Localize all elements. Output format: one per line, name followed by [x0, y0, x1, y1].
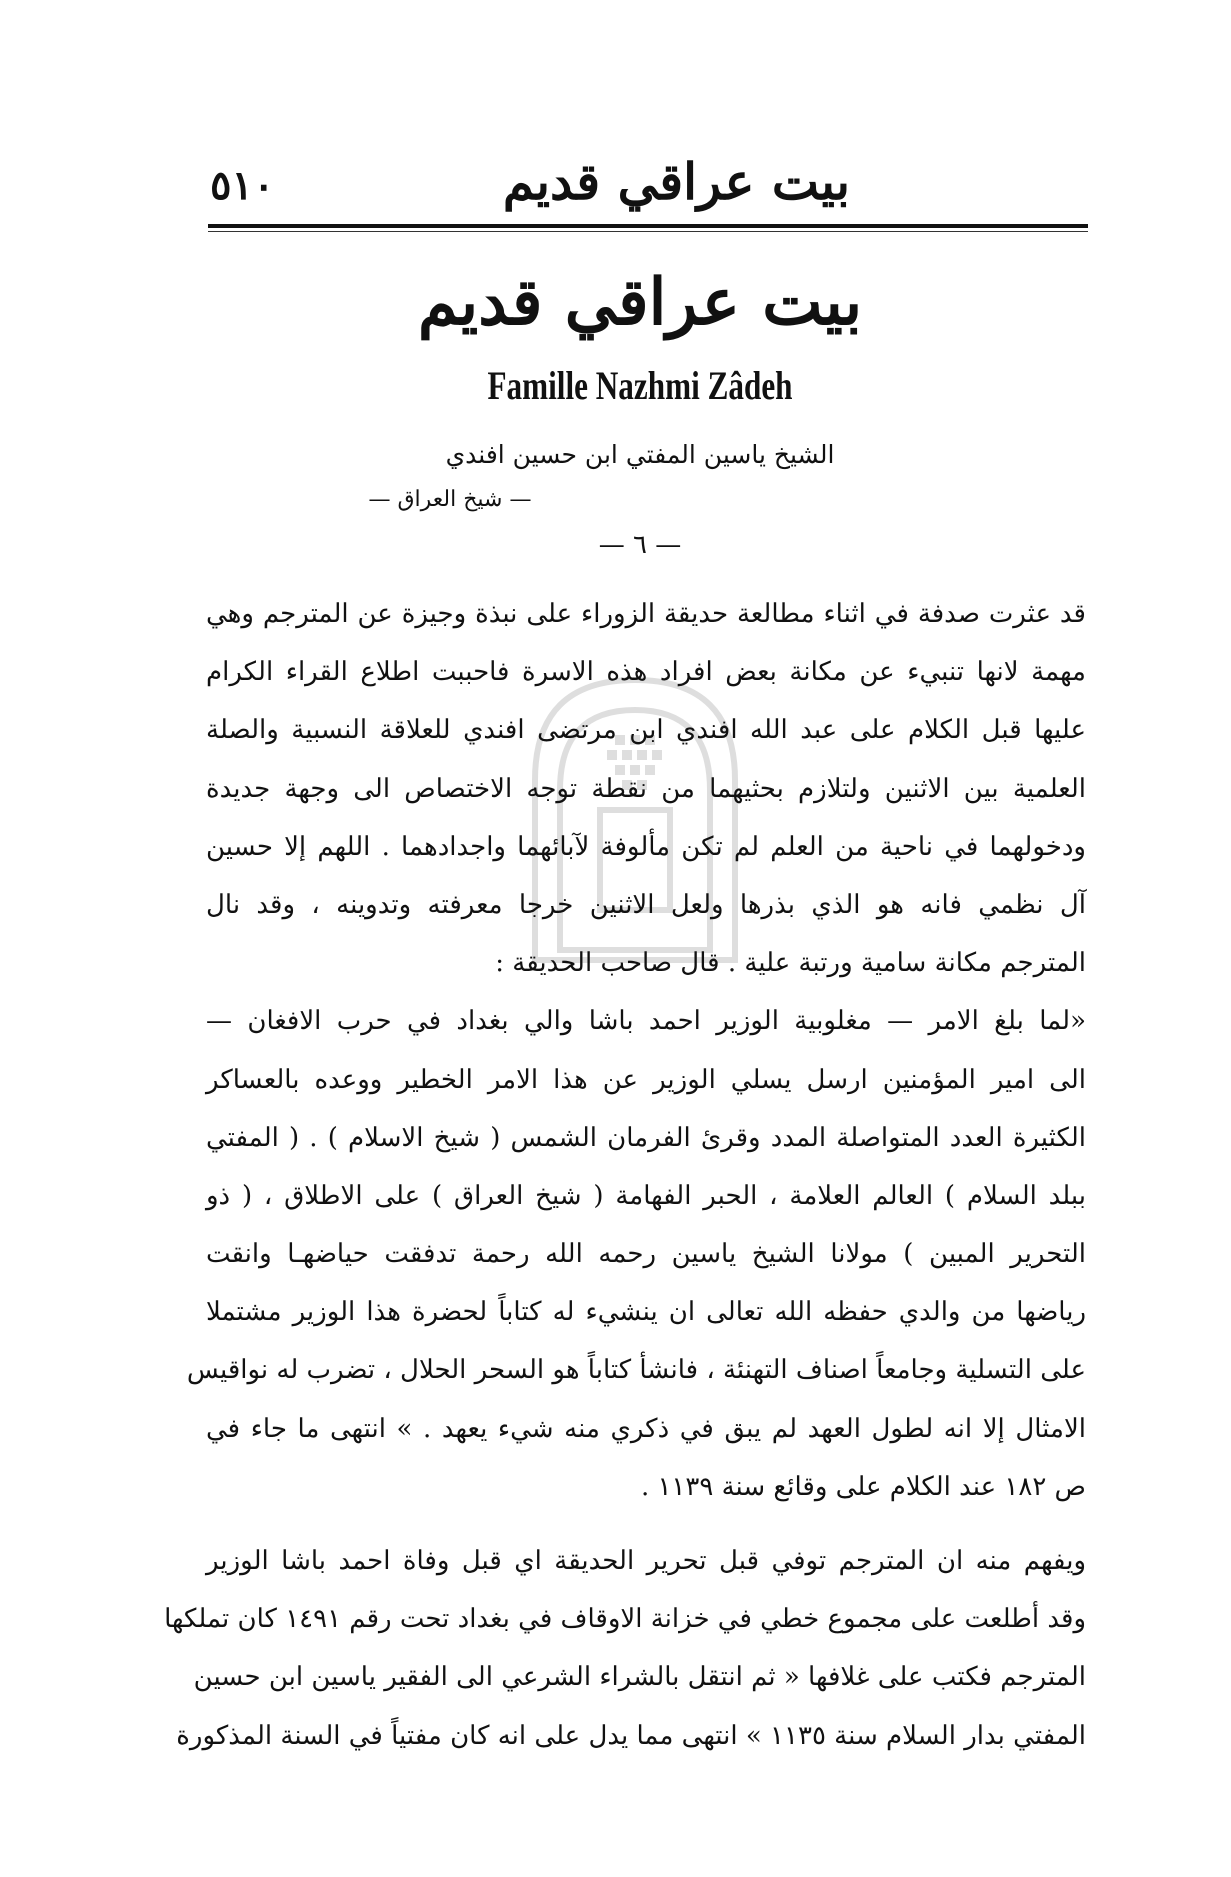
header-rule: [208, 224, 1088, 228]
text-line: عليها قبل الكلام على عبد الله افندي ابن مرتضى افندي للعلاقة النسبية والصلة: [206, 715, 1086, 746]
text-line: رياضها من والدي حفظه الله تعالى ان ينشيء له كتاباً لحضرة هذا الوزير مشتملا: [206, 1297, 1086, 1328]
section-number: — ٦ —: [598, 530, 682, 560]
body-text: [164, 585, 1087, 1765]
text-line: مهمة لانها تنبيء عن مكانة بعض افراد هذه الاسرة فاحببت اطلاع القراء الكرام: [206, 657, 1086, 688]
text-line: المفتي بدار السلام سنة ١١٣٥ » انتهى مما يدل على انه كان مفتياً في السنة المذكورة: [176, 1720, 1086, 1751]
text-line: المترجم مكانة سامية ورتبة علية . قال صاحب الحديقة :: [495, 948, 1086, 979]
paragraph-2-quotation: [186, 992, 1086, 1516]
text-line: ودخولهما في ناحية من العلم لم تكن مألوفة لآبائهما واجدادهما . اللهم إلا حسين: [206, 831, 1086, 862]
header-rule-thin: [208, 231, 1088, 232]
text-line: الامثال إلا انه لطول العهد لم يبق في ذكري منه شيء يعهد . » انتهى ما جاء في: [206, 1413, 1086, 1444]
text-line: ص ١٨٢ عند الكلام على وقائع سنة ١١٣٩ .: [640, 1471, 1086, 1502]
text-line: التحرير المبين ) مولانا الشيخ ياسين رحمه الله رحمة تدفقت حياضهـا وانقت: [206, 1239, 1086, 1270]
text-line: الكثيرة العدد المتواصلة المدد وقرئ الفرمان الشمس ( شيخ الاسلام ) . ( المفتي: [206, 1122, 1086, 1153]
text-line: ويفهم منه ان المترجم توفي قبل تحرير الحديقة اي قبل وفاة احمد باشا الوزير: [206, 1546, 1086, 1576]
subject-epithet: — شيخ العراق —: [368, 487, 532, 512]
text-line: العلمية بين الاثنين ولتلازم بحثيهما من نقطة توجه الاختصاص الى وجهة جديدة: [206, 773, 1086, 804]
running-title: بيت عراقي قديم: [502, 152, 850, 211]
running-header: [210, 140, 1080, 220]
text-line: المترجم فكتب على غلافها « ثم انتقل بالشراء الشرعي الى الفقير ياسين ابن حسين: [193, 1662, 1086, 1693]
text-line: «لما بلغ الامر — مغلوبية الوزير احمد باشا والي بغداد في حرب الافغان —: [206, 1006, 1086, 1037]
article-title: بيت عراقي قديم: [417, 265, 863, 340]
text-line: ببلد السلام ) العالم العلامة ، الحبر الفهامة ( شيخ العراق ) على الاطلاق ، ( ذو: [206, 1180, 1086, 1211]
article-subject: الشيخ ياسين المفتي ابن حسين افندي: [445, 440, 835, 469]
paragraph-gap: [206, 1516, 1086, 1532]
text-line: وقد أطلعت على مجموع خطي في خزانة الاوقاف في بغداد تحت رقم ١٤٩١ كان تملكها: [164, 1604, 1086, 1635]
text-line: آل نظمي فانه هو الذي بذرها ولعل الاثنين خرجا معرفته وتدوينه ، وقد نال: [206, 889, 1087, 920]
paragraph-3: [164, 1532, 1086, 1765]
latin-title: Famille Nazhmi Zâdeh: [487, 363, 793, 408]
page-number: ٥١٠: [210, 162, 275, 209]
paragraph-1: [206, 585, 1086, 992]
text-line: على التسلية وجامعاً اصناف التهنئة ، فانشأ كتاباً هو السحر الحلال ، تضرب له نواقيس: [186, 1355, 1086, 1386]
text-line: قد عثرت صدفة في اثناء مطالعة حديقة الزوراء على نبذة وجيزة عن المترجم وهي: [206, 599, 1086, 629]
text-line: الى امير المؤمنين ارسل يسلي الوزير عن هذا الامر الخطير ووعده بالعساكر: [206, 1064, 1086, 1095]
